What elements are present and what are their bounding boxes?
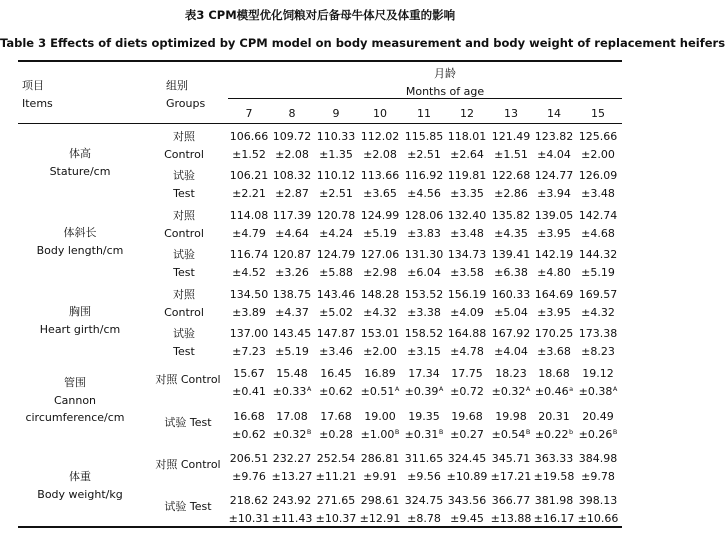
sd-cell: ±9.91 xyxy=(363,470,397,483)
mean-cell: 115.85 xyxy=(404,130,444,143)
significance-mark: A xyxy=(306,385,312,393)
mean-cell: 343.56 xyxy=(447,494,487,507)
sd-cell: ±4.09 xyxy=(450,306,484,319)
sd-cell: ±5.19 xyxy=(275,345,309,358)
item-label-zh: 胸围 xyxy=(69,304,91,318)
top-rule xyxy=(18,60,622,62)
sd-cell: $\pm 0.38^A$ xyxy=(578,385,618,398)
mean-cell: 139.05 xyxy=(534,209,574,222)
mean-cell: 109.72 xyxy=(272,130,312,143)
sd-cell: ±4.04 xyxy=(537,148,571,161)
significance-mark: A xyxy=(438,385,444,393)
sd-cell: ±2.86 xyxy=(494,187,528,200)
item-label-en: Body weight/kg xyxy=(37,488,123,501)
sd-cell: ±6.04 xyxy=(407,266,441,279)
month-header-cell: 8 xyxy=(288,107,296,120)
mean-cell: 252.54 xyxy=(316,452,356,465)
significance-mark: B xyxy=(306,428,312,436)
sd-cell: ±4.35 xyxy=(494,227,528,240)
mean-cell: 143.46 xyxy=(316,288,356,301)
sd-cell: ±12.91 xyxy=(359,512,401,525)
mean-cell: 127.06 xyxy=(360,248,400,261)
mean-cell: 19.35 xyxy=(408,410,440,423)
sd-cell: ±0.41 xyxy=(232,385,266,398)
mean-cell: 18.68 xyxy=(538,367,570,380)
table-title-en: Table 3 Effects of diets optimized by CPM model on body measurement and body weight of replacement heifers xyxy=(0,36,725,50)
mean-cell: 116.92 xyxy=(404,169,444,182)
mean-cell: 139.41 xyxy=(491,248,531,261)
mean-cell: 147.87 xyxy=(316,327,356,340)
sd-cell: ±0.72 xyxy=(450,385,484,398)
mean-cell: 381.98 xyxy=(534,494,574,507)
sd-cell: ±3.15 xyxy=(407,345,441,358)
sd-cell: $\pm 0.32^A$ xyxy=(491,385,531,398)
sd-cell: ±6.38 xyxy=(494,266,528,279)
mean-cell: 121.49 xyxy=(491,130,531,143)
group-label-en: Control xyxy=(164,306,204,319)
sd-cell: ±10.66 xyxy=(577,512,619,525)
mean-cell: 119.81 xyxy=(447,169,487,182)
mean-cell: 17.08 xyxy=(276,410,308,423)
sd-cell: ±4.64 xyxy=(275,227,309,240)
sd-cell: ±9.78 xyxy=(581,470,615,483)
sd-cell: ±13.88 xyxy=(490,512,532,525)
mean-cell: 142.74 xyxy=(578,209,618,222)
group-label: 试验 Test xyxy=(164,416,212,429)
item-label-en: Body length/cm xyxy=(36,243,124,257)
sd-cell: ±0.62 xyxy=(319,385,353,398)
month-header-cell: 9 xyxy=(332,107,340,120)
mean-cell: 116.74 xyxy=(229,248,269,261)
sd-cell: $\pm 0.33^A$ xyxy=(272,385,312,398)
sd-cell: ±0.28 xyxy=(319,428,353,441)
group-label-en: Control xyxy=(164,227,204,240)
sd-cell: ±2.21 xyxy=(232,187,266,200)
items-header-zh: 项目 xyxy=(22,79,44,92)
mean-cell: 138.75 xyxy=(272,288,312,301)
mean-cell: 117.39 xyxy=(272,209,312,222)
mean-cell: 124.79 xyxy=(316,248,356,261)
mean-cell: 128.06 xyxy=(404,209,444,222)
mean-cell: 148.28 xyxy=(360,288,400,301)
mean-cell: 153.01 xyxy=(360,327,400,340)
sd-cell: ±5.88 xyxy=(319,266,353,279)
significance-mark: B xyxy=(394,428,400,436)
mean-cell: 17.34 xyxy=(408,367,440,380)
mean-cell: 206.51 xyxy=(229,452,269,465)
sd-cell: ±4.52 xyxy=(232,266,266,279)
significance-mark: a xyxy=(569,385,574,393)
group-label: 试验 Test xyxy=(164,500,212,513)
mean-cell: 398.13 xyxy=(578,494,618,507)
groups-header-en: Groups xyxy=(166,97,206,110)
mean-cell: 19.68 xyxy=(451,410,483,423)
sd-cell: $\pm 0.31^B$ xyxy=(404,428,444,441)
mean-cell: 124.99 xyxy=(360,209,400,222)
item-label-zh: 体斜长 xyxy=(63,225,97,239)
group-label-zh: 试验 xyxy=(173,248,195,261)
sd-cell: ±10.89 xyxy=(446,470,488,483)
sd-cell: ±4.32 xyxy=(581,306,615,319)
table-title-zh: 表3 CPM模型优化饲粮对后备母牛体尺及体重的影响 xyxy=(184,8,456,22)
mean-cell: 19.00 xyxy=(364,410,396,423)
sd-cell: ±1.52 xyxy=(232,148,266,161)
mean-cell: 144.32 xyxy=(578,248,618,261)
mean-cell: 232.27 xyxy=(272,452,312,465)
sd-cell: ±4.79 xyxy=(232,227,266,240)
sd-cell: ±0.46$^a$ xyxy=(534,385,574,398)
mean-cell: 286.81 xyxy=(360,452,400,465)
mean-cell: 156.19 xyxy=(447,288,487,301)
item-label-zh: 体重 xyxy=(69,470,91,483)
mean-cell: 167.92 xyxy=(491,327,531,340)
mean-cell: 112.02 xyxy=(360,130,400,143)
mean-cell: 122.68 xyxy=(491,169,531,182)
sd-cell: ±0.62 xyxy=(232,428,266,441)
significance-mark: B xyxy=(612,428,618,436)
month-rule xyxy=(228,98,622,99)
sd-cell: ±3.26 xyxy=(275,266,309,279)
mean-cell: 19.98 xyxy=(495,410,527,423)
sd-cell: ±3.38 xyxy=(407,306,441,319)
sd-cell: ±1.35 xyxy=(319,148,353,161)
sd-cell: ±2.64 xyxy=(450,148,484,161)
group-label: 对照 Control xyxy=(155,373,221,386)
group-label-zh: 对照 xyxy=(173,288,195,301)
group-label-zh: 试验 xyxy=(173,169,195,182)
header-rule xyxy=(18,123,622,124)
sd-cell: ±10.37 xyxy=(315,512,357,525)
mean-cell: 169.57 xyxy=(578,288,618,301)
sd-cell: ±5.19 xyxy=(581,266,615,279)
mean-cell: 160.33 xyxy=(491,288,531,301)
mean-cell: 384.98 xyxy=(578,452,618,465)
sd-cell: ±4.68 xyxy=(581,227,615,240)
sd-cell: ±11.21 xyxy=(315,470,357,483)
sd-cell: $\pm 0.39^A$ xyxy=(404,385,444,398)
sd-cell: ±3.94 xyxy=(537,187,571,200)
sd-cell: ±2.51 xyxy=(319,187,353,200)
sd-cell: ±2.08 xyxy=(363,148,397,161)
mean-cell: 311.65 xyxy=(404,452,444,465)
sd-cell: ±3.48 xyxy=(581,187,615,200)
mean-cell: 345.71 xyxy=(491,452,531,465)
sd-cell: ±13.27 xyxy=(271,470,313,483)
sd-cell: ±16.17 xyxy=(533,512,575,525)
mean-cell: 324.45 xyxy=(447,452,487,465)
sd-cell: ±4.37 xyxy=(275,306,309,319)
sd-cell: ±4.80 xyxy=(537,266,571,279)
group-label-zh: 对照 xyxy=(173,130,195,143)
sd-cell: ±17.21 xyxy=(490,470,532,483)
sd-cell: $\pm 0.32^B$ xyxy=(272,428,312,441)
mean-cell: 298.61 xyxy=(360,494,400,507)
mean-cell: 16.45 xyxy=(320,367,352,380)
sd-cell: ±3.46 xyxy=(319,345,353,358)
sd-cell: ±4.56 xyxy=(407,187,441,200)
mean-cell: 243.92 xyxy=(272,494,312,507)
items-header-en: Items xyxy=(22,97,53,110)
significance-mark: A xyxy=(525,385,531,393)
mean-cell: 17.75 xyxy=(451,367,483,380)
sd-cell: ±3.48 xyxy=(450,227,484,240)
sd-cell: ±3.95 xyxy=(537,227,571,240)
sd-cell: ±4.24 xyxy=(319,227,353,240)
sd-cell: ±2.98 xyxy=(363,266,397,279)
mean-cell: 20.31 xyxy=(538,410,570,423)
mean-cell: 16.68 xyxy=(233,410,265,423)
mean-cell: 108.32 xyxy=(272,169,312,182)
group-label: 对照 Control xyxy=(155,458,221,471)
item-label-en: circumference/cm xyxy=(25,410,125,424)
group-label-en: Test xyxy=(173,187,195,200)
sd-cell: $\pm 1.00^B$ xyxy=(360,428,400,441)
mean-cell: 110.12 xyxy=(316,169,356,182)
item-label-en: Heart girth/cm xyxy=(39,322,121,336)
mean-cell: 137.00 xyxy=(229,327,269,340)
significance-mark: A xyxy=(612,385,618,393)
sd-cell: ±3.89 xyxy=(232,306,266,319)
sd-cell: ±4.78 xyxy=(450,345,484,358)
mean-cell: 125.66 xyxy=(578,130,618,143)
sd-cell: $\pm 0.54^B$ xyxy=(491,428,531,441)
mean-cell: 132.40 xyxy=(447,209,487,222)
sd-cell: ±1.51 xyxy=(494,148,528,161)
mean-cell: 134.73 xyxy=(447,248,487,261)
item-label-zh: 管围 xyxy=(64,375,86,389)
month-header-cell: 12 xyxy=(460,107,474,120)
mean-cell: 106.21 xyxy=(229,169,269,182)
mean-cell: 142.19 xyxy=(534,248,574,261)
sd-cell: ±5.02 xyxy=(319,306,353,319)
mean-cell: 158.52 xyxy=(404,327,444,340)
item-label-zh: 体高 xyxy=(69,146,91,160)
mean-cell: 123.82 xyxy=(534,130,574,143)
mean-cell: 324.75 xyxy=(404,494,444,507)
item-label-en: Cannon xyxy=(53,393,97,407)
mean-cell: 124.77 xyxy=(534,169,574,182)
mean-cell: 218.62 xyxy=(229,494,269,507)
mean-cell: 120.87 xyxy=(272,248,312,261)
sd-cell: ±4.32 xyxy=(363,306,397,319)
sd-cell: ±5.19 xyxy=(363,227,397,240)
month-header-cell: 14 xyxy=(547,107,561,120)
mean-cell: 110.33 xyxy=(316,130,356,143)
sd-cell: ±2.87 xyxy=(275,187,309,200)
sd-cell: ±5.04 xyxy=(494,306,528,319)
mean-cell: 126.09 xyxy=(578,169,618,182)
mean-cell: 120.78 xyxy=(316,209,356,222)
significance-mark: b xyxy=(569,428,574,436)
sd-cell: ±11.43 xyxy=(271,512,313,525)
sd-cell: ±8.78 xyxy=(407,512,441,525)
mean-cell: 19.12 xyxy=(582,367,614,380)
mean-cell: 164.88 xyxy=(447,327,487,340)
month-header-cell: 13 xyxy=(504,107,518,120)
sd-cell: ±3.58 xyxy=(450,266,484,279)
group-label-en: Control xyxy=(164,148,204,161)
sd-cell: ±3.68 xyxy=(537,345,571,358)
group-label-zh: 对照 xyxy=(173,209,195,222)
month-header-en: Months of age xyxy=(405,85,485,98)
group-label-en: Test xyxy=(173,266,195,279)
mean-cell: 15.48 xyxy=(276,367,308,380)
mean-cell: 18.23 xyxy=(495,367,527,380)
sd-cell: ±10.31 xyxy=(228,512,270,525)
mean-cell: 16.89 xyxy=(364,367,396,380)
sd-cell: ±3.65 xyxy=(363,187,397,200)
sd-cell: ±3.83 xyxy=(407,227,441,240)
bottom-rule xyxy=(18,526,622,528)
mean-cell: 153.52 xyxy=(404,288,444,301)
sd-cell: $\pm 0.51^A$ xyxy=(360,385,400,398)
mean-cell: 131.30 xyxy=(404,248,444,261)
sd-cell: ±2.00 xyxy=(581,148,615,161)
mean-cell: 363.33 xyxy=(534,452,574,465)
item-label-en: Stature/cm xyxy=(49,164,111,178)
sd-cell: ±3.95 xyxy=(537,306,571,319)
significance-mark: B xyxy=(438,428,444,436)
sd-cell: ±0.22$^b$ xyxy=(534,428,574,441)
sd-cell: ±7.23 xyxy=(232,345,266,358)
mean-cell: 366.77 xyxy=(491,494,531,507)
sd-cell: ±8.23 xyxy=(581,345,615,358)
month-header-zh: 月龄 xyxy=(434,67,456,80)
mean-cell: 113.66 xyxy=(360,169,400,182)
group-label-en: Test xyxy=(173,345,195,358)
sd-cell: ±9.56 xyxy=(407,470,441,483)
mean-cell: 20.49 xyxy=(582,410,614,423)
mean-cell: 135.82 xyxy=(491,209,531,222)
sd-cell: ±2.08 xyxy=(275,148,309,161)
month-header-cell: 10 xyxy=(373,107,387,120)
month-header-cell: 15 xyxy=(591,107,605,120)
mean-cell: 15.67 xyxy=(233,367,265,380)
mean-cell: 271.65 xyxy=(316,494,356,507)
mean-cell: 134.50 xyxy=(229,288,269,301)
sd-cell: ±3.35 xyxy=(450,187,484,200)
month-header-cell: 11 xyxy=(417,107,431,120)
mean-cell: 118.01 xyxy=(447,130,487,143)
sd-cell: $\pm 0.26^B$ xyxy=(578,428,618,441)
mean-cell: 170.25 xyxy=(534,327,574,340)
groups-header-zh: 组别 xyxy=(166,79,188,92)
sd-cell: ±2.51 xyxy=(407,148,441,161)
sd-cell: ±9.76 xyxy=(232,470,266,483)
significance-mark: B xyxy=(525,428,531,436)
sd-cell: ±0.27 xyxy=(450,428,484,441)
significance-mark: A xyxy=(394,385,400,393)
sd-cell: ±19.58 xyxy=(533,470,575,483)
sd-cell: ±9.45 xyxy=(450,512,484,525)
mean-cell: 173.38 xyxy=(578,327,618,340)
mean-cell: 164.69 xyxy=(534,288,574,301)
mean-cell: 143.45 xyxy=(272,327,312,340)
group-label-zh: 试验 xyxy=(173,327,195,340)
mean-cell: 17.68 xyxy=(320,410,352,423)
sd-cell: ±2.00 xyxy=(363,345,397,358)
sd-cell: ±4.04 xyxy=(494,345,528,358)
month-header-cell: 7 xyxy=(245,107,253,120)
mean-cell: 106.66 xyxy=(229,130,269,143)
mean-cell: 114.08 xyxy=(229,209,269,222)
